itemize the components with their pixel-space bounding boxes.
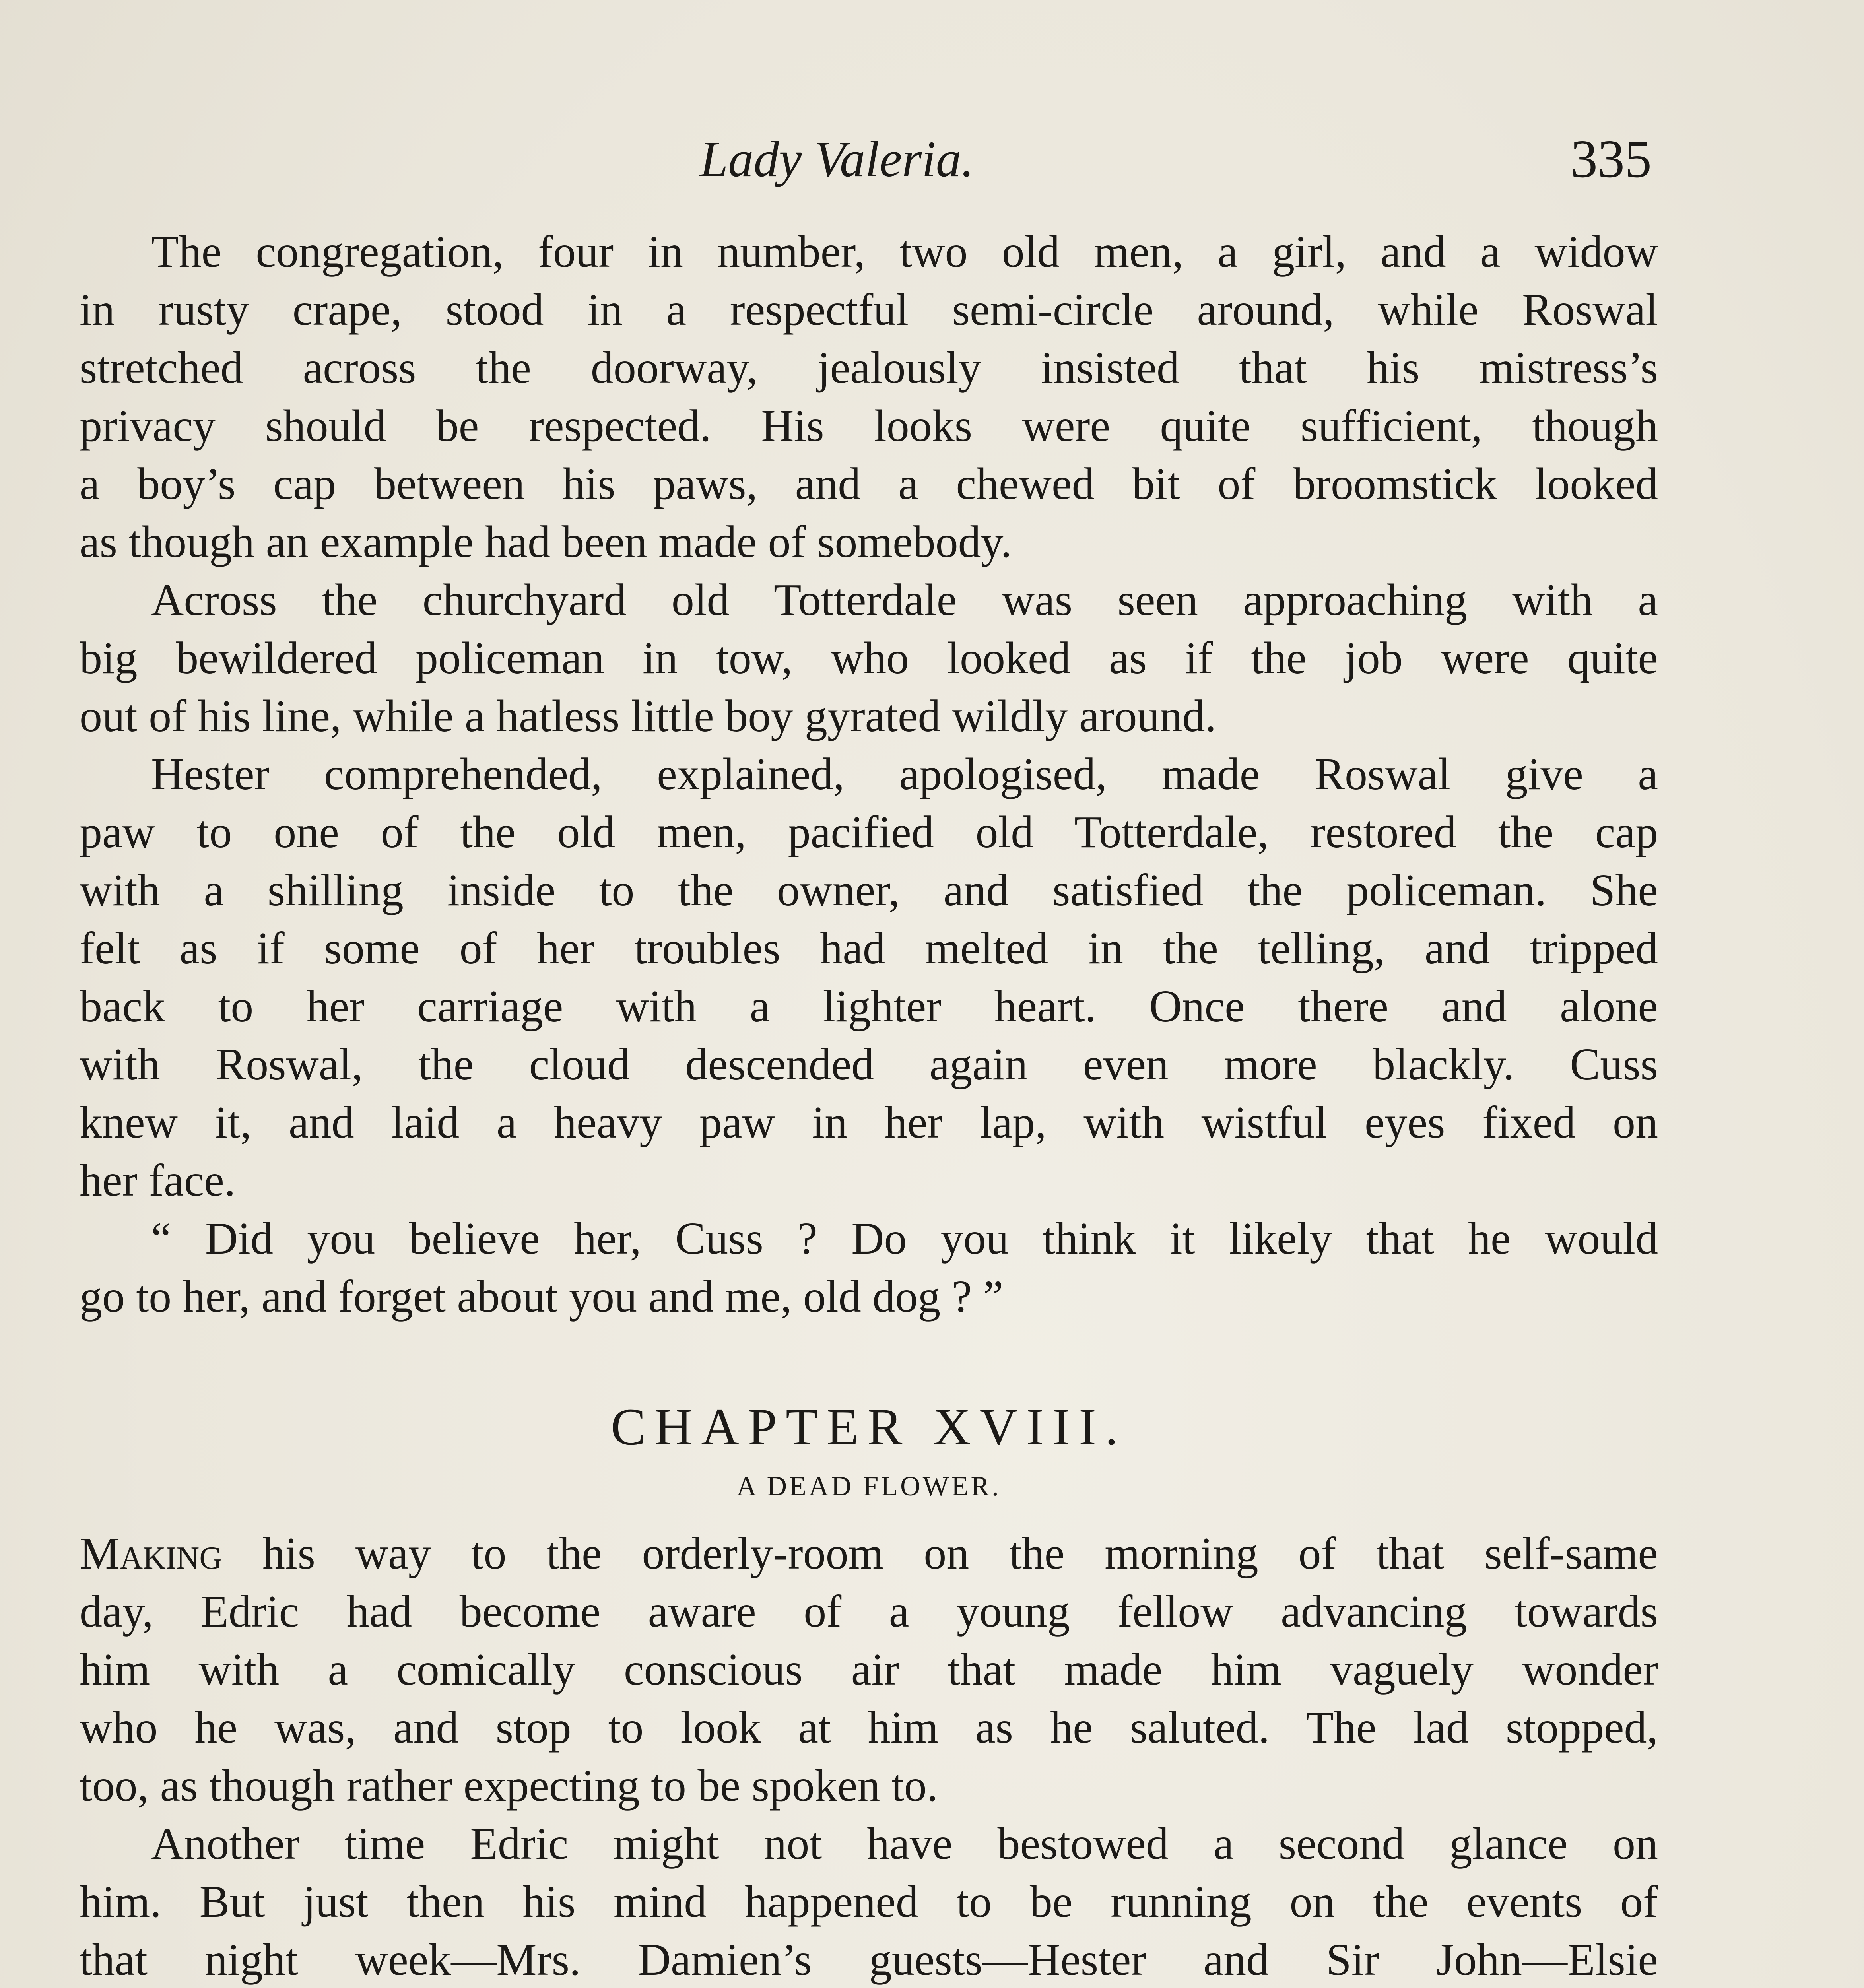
- text-line: too, as though rather expecting to be spoken to.: [80, 1760, 938, 1811]
- paragraphs-after-chapter: [80, 1524, 1658, 1988]
- text-line: who he was, and stop to look at him as he saluted. The lad stopped,: [80, 1702, 1658, 1753]
- paragraph: [80, 571, 1658, 745]
- paragraph: [80, 1209, 1658, 1326]
- text-line: knew it, and laid a heavy paw in her lap, with wistful eyes fixed on: [80, 1097, 1658, 1147]
- text-line: privacy should be respected. His looks were quite sufficient, though: [80, 400, 1658, 451]
- body-text: [80, 223, 1658, 1988]
- running-title: Lady Valeria.: [700, 131, 974, 187]
- paragraph: [80, 1524, 1658, 1815]
- text-line: him. But just then his mind happened to be running on the events of: [80, 1876, 1658, 1927]
- text-line: him with a comically conscious air that made him vaguely wonder: [80, 1644, 1658, 1695]
- text-line: Hester comprehended, explained, apologised, made Roswal give a: [151, 749, 1658, 799]
- paragraphs-before-chapter: [80, 223, 1658, 1326]
- chapter-heading: CHAPTER XVIII.: [611, 1398, 1127, 1456]
- text-line: with Roswal, the cloud descended again even more blackly. Cuss: [80, 1039, 1658, 1089]
- page-header: [0, 119, 1864, 199]
- text-line: big bewildered policeman in tow, who looked as if the job were quite: [80, 633, 1658, 683]
- text-line: out of his line, while a hatless little boy gyrated wildly around.: [80, 691, 1216, 741]
- paragraph: [80, 745, 1658, 1209]
- text-line-rest: his way to the orderly-room on the morning of that self-same: [222, 1528, 1658, 1578]
- small-caps-opening-word: Making: [80, 1528, 223, 1578]
- chapter-subtitle: A DEAD FLOWER.: [736, 1471, 1001, 1502]
- text-line: paw to one of the old men, pacified old Totterdale, restored the cap: [80, 807, 1658, 857]
- paragraph: [80, 223, 1658, 571]
- text-line: [80, 1524, 1658, 1582]
- paragraph: [80, 1815, 1658, 1988]
- text-line: in rusty crape, stood in a respectful semi-circle around, while Roswal: [80, 284, 1658, 335]
- text-line: The congregation, four in number, two old men, a girl, and a widow: [151, 226, 1658, 277]
- text-line: go to her, and forget about you and me, old dog ? ”: [80, 1271, 1004, 1322]
- text-line: felt as if some of her troubles had melted in the telling, and tripped: [80, 923, 1658, 973]
- text-line: “ Did you believe her, Cuss ? Do you think it likely that he would: [151, 1213, 1658, 1264]
- text-line: with a shilling inside to the owner, and satisfied the policeman. She: [80, 865, 1658, 915]
- text-line: stretched across the doorway, jealously insisted that his mistress’s: [80, 342, 1658, 393]
- text-line: her face.: [80, 1155, 236, 1206]
- text-line: a boy’s cap between his paws, and a chewed bit of broomstick looked: [80, 458, 1658, 509]
- page-number: 335: [1571, 129, 1652, 189]
- text-line: as though an example had been made of somebody.: [80, 516, 1012, 567]
- text-line: Across the churchyard old Totterdale was seen approaching with a: [151, 575, 1658, 625]
- text-line: back to her carriage with a lighter heart. Once there and alone: [80, 981, 1658, 1031]
- text-line: day, Edric had become aware of a young fellow advancing towards: [80, 1586, 1658, 1637]
- text-line: Another time Edric might not have bestowed a second glance on: [151, 1818, 1658, 1869]
- text-line: that night week—Mrs. Damien’s guests—Hester and Sir John—Elsie: [80, 1934, 1658, 1985]
